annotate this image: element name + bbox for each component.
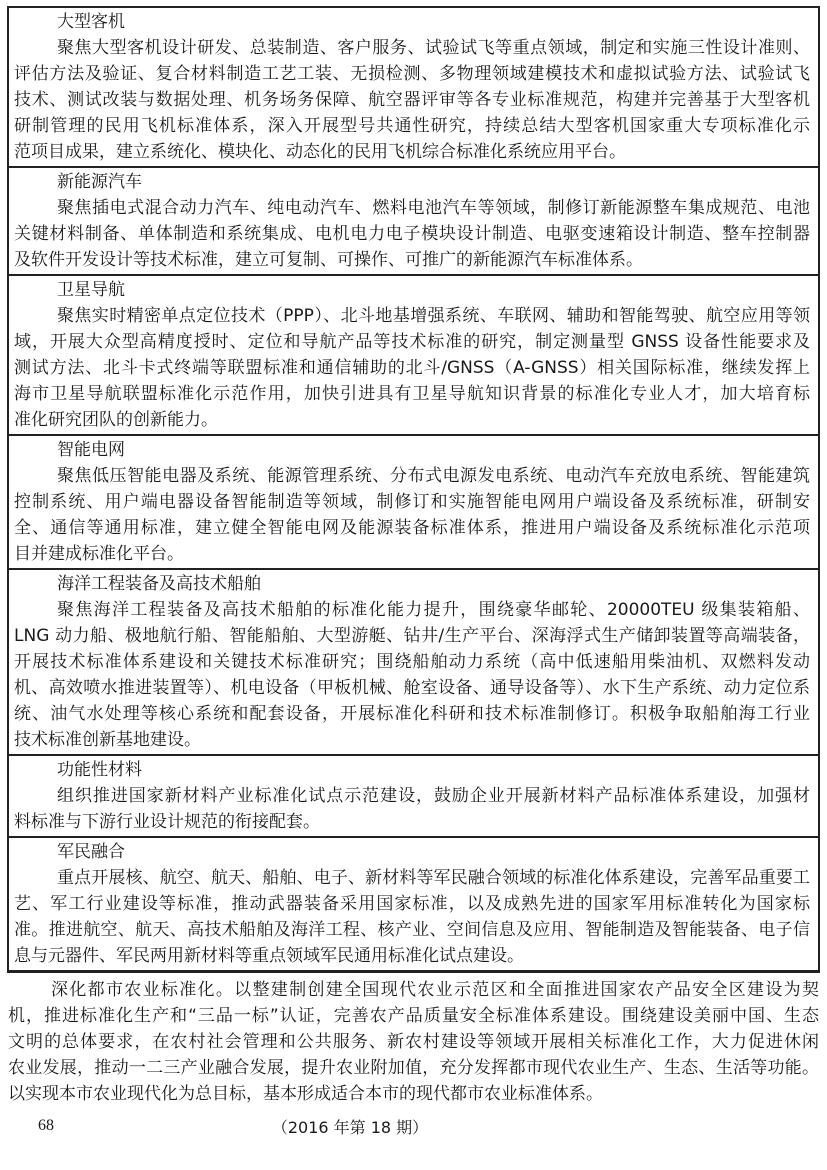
text-line: 技术、测试改装与数据处理、机务场务保障、航空器评审等各专业标准规范，构建并完善基于大型客机 bbox=[14, 90, 810, 110]
section-7 bbox=[9, 836, 818, 970]
text-line: 评估方法及验证、复合材料制造工艺工装、无损检测、多物理领域建模技术和虚拟试验方法、试验试飞 bbox=[14, 64, 810, 84]
text-line: 关键材料制备、单体制造和系统集成、电机电力电子模块设计制造、电驱变速箱设计制造、整车控制器 bbox=[14, 224, 810, 244]
text-line: 聚焦实时精密单点定位技术（PPP）、北斗地基增强系统、车联网、辅助和智能驾驶、航空应用等领 bbox=[57, 306, 810, 326]
text-line: 聚焦海洋工程装备及高技术船舶的标准化能力提升，围绕豪华邮轮、20000TEU 级集装箱船、 bbox=[57, 600, 810, 620]
text-line: 控制系统、用户端电器设备智能制造等领域，制修订和实施智能电网用户端设备及系统标准，研制安 bbox=[14, 492, 810, 512]
text-line: 海市卫星导航联盟标准化示范作用，加快引进具有卫星导航知识背景的标准化专业人才，加大培育标 bbox=[14, 384, 810, 404]
section-heading: 智能电网 bbox=[57, 440, 125, 460]
text-line: 聚焦插电式混合动力汽车、纯电动汽车、燃料电池汽车等领域，制修订新能源整车集成规范、电池 bbox=[57, 198, 810, 218]
text-line: 艺、军工行业建设等标准，推动武器装备采用国家标准，以及成熟先进的国家军用标准转化为国家标 bbox=[14, 894, 810, 914]
text-line: 息与元器件、军民两用新材料等重点领域军民通用标准化试点建设。 bbox=[14, 946, 524, 966]
issue-label: （2016 年第 18 期） bbox=[271, 1118, 429, 1137]
section-6 bbox=[9, 754, 818, 836]
text-line: 及软件开发设计等技术标准，建立可复制、可操作、可推广的新能源汽车标准体系。 bbox=[14, 250, 643, 270]
text-line: 开展技术标准体系建设和关键技术标准研究；围绕船舶动力系统（高中低速船用柴油机、双燃料发动 bbox=[14, 652, 810, 672]
text-line: LNG 动力船、极地航行船、智能船舶、大型游艇、钻井/生产平台、深海浮式生产储卸装置等高端装备， bbox=[14, 626, 810, 646]
text-line: 文明的总体要求，在农村社会管理和公共服务、新农村建设等领域开展相关标准化工作，大力促进休闲 bbox=[8, 1032, 819, 1052]
section-5 bbox=[9, 568, 818, 754]
text-line: 测试方法、北斗卡式终端等联盟标准和通信辅助的北斗/GNSS（A-GNSS）相关国际标准，继续发挥上 bbox=[14, 358, 810, 378]
page-number: 68 bbox=[38, 1117, 54, 1134]
section-heading: 大型客机 bbox=[57, 12, 125, 32]
text-line: 范项目成果，建立系统化、模块化、动态化的民用飞机综合标准化系统应用平台。 bbox=[14, 142, 626, 162]
text-line: 域，开展大众型高精度授时、定位和导航产品等技术标准的研究，制定测量型 GNSS 设备性能要求及 bbox=[14, 332, 810, 352]
text-line: 技术标准创新基地建设。 bbox=[14, 730, 201, 750]
text-line: 组织推进国家新材料产业标准化试点示范建设，鼓励企业开展新材料产品标准体系建设，加强材 bbox=[57, 786, 810, 806]
text-line: 准。推进航空、航天、高技术船舶及海洋工程、核产业、空间信息及应用、智能制造及智能装备、电子信 bbox=[14, 920, 810, 940]
text-line: 准化研究团队的创新能力。 bbox=[14, 410, 218, 430]
text-line: 聚焦大型客机设计研发、总装制造、客户服务、试验试飞等重点领域，制定和实施三性设计准则、 bbox=[57, 38, 810, 58]
text-line: 全、通信等通用标准，建立健全智能电网及能源装备标准体系，推进用户端设备及系统标准化示范项 bbox=[14, 518, 810, 538]
section-2 bbox=[9, 166, 818, 274]
section-heading: 功能性材料 bbox=[57, 760, 142, 780]
text-line: 以实现本市农业现代化为总目标，基本形成适合本市的现代都市农业标准体系。 bbox=[8, 1084, 603, 1104]
section-3 bbox=[9, 274, 818, 434]
text-line: 目并建成标准化平台。 bbox=[14, 544, 184, 564]
text-line: 深化都市农业标准化。以整建制创建全国现代农业示范区和全面推进国家农产品安全区建设为契 bbox=[51, 980, 819, 1000]
text-line: 机、高效喷水推进装置等）、机电设备（甲板机械、舱室设备、通导设备等）、水下生产系统、动力定位系 bbox=[14, 678, 810, 698]
text-line: 农业发展，推动一二三产业融合发展，提升农业附加值，充分发挥都市现代农业生产、生态、生活等功能。 bbox=[8, 1058, 819, 1078]
section-1 bbox=[9, 8, 818, 166]
text-line: 料标准与下游行业设计规范的衔接配套。 bbox=[14, 812, 320, 832]
text-line: 聚焦低压智能电器及系统、能源管理系统、分布式电源发电系统、电动汽车充放电系统、智能建筑 bbox=[57, 466, 810, 486]
text-line: 统、油气水处理等核心系统和配套设备，开展标准化科研和技术标准制修订。积极争取船舶海工行业 bbox=[14, 704, 810, 724]
agriculture-paragraph bbox=[7, 977, 819, 1107]
section-heading: 军民融合 bbox=[57, 842, 125, 862]
section-4 bbox=[9, 434, 818, 568]
section-heading: 新能源汽车 bbox=[57, 172, 142, 192]
text-line: 重点开展核、航空、航天、船舶、电子、新材料等军民融合领域的标准化体系建设，完善军品重要工 bbox=[57, 868, 810, 888]
text-line: 机，推进标准化生产和“三品一标”认证，完善农产品质量安全标准体系建设。围绕建设美丽中国、生态 bbox=[8, 1006, 819, 1026]
standards-table-box bbox=[7, 6, 820, 973]
text-line: 研制管理的民用飞机标准体系，深入开展型号共通性研究，持续总结大型客机国家重大专项标准化示 bbox=[14, 116, 810, 136]
page-content bbox=[7, 6, 820, 1145]
page-footer bbox=[7, 1115, 820, 1145]
section-heading: 海洋工程装备及高技术船舶 bbox=[57, 574, 261, 594]
section-heading: 卫星导航 bbox=[57, 280, 125, 300]
